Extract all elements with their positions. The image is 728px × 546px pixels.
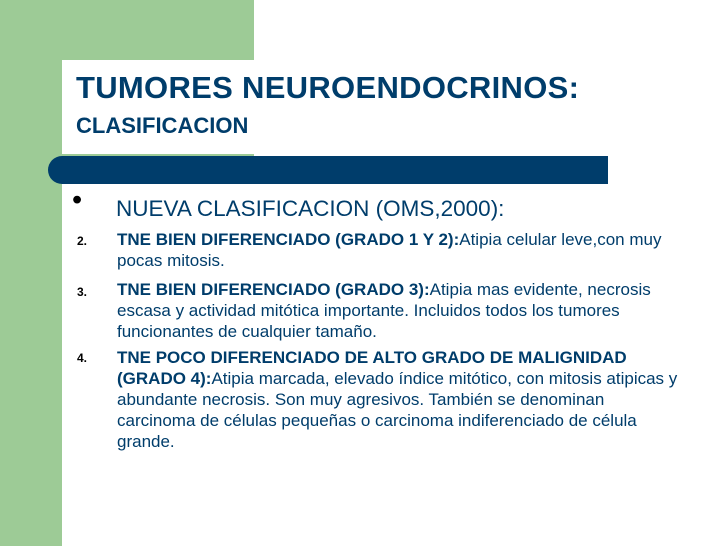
- main-point: NUEVA CLASIFICACION (OMS,2000):: [116, 196, 505, 221]
- list-item-text: Atipia celular leve,con muy pocas mitosis.: [117, 230, 662, 270]
- list-item: [117, 279, 685, 342]
- list-item: [117, 347, 685, 452]
- list-item: [117, 229, 685, 271]
- title-divider-bar: [48, 156, 608, 184]
- list-item-heading: TNE POCO DIFERENCIADO DE ALTO GRADO DE MALIGNIDAD (GRADO 4):: [117, 348, 627, 388]
- list-number: 2.: [77, 234, 88, 248]
- decorative-green-strip: [0, 0, 62, 546]
- bullet-icon: •: [72, 184, 83, 216]
- list-item-heading: TNE BIEN DIFERENCIADO (GRADO 1 Y 2):: [117, 230, 460, 249]
- slide-title: TUMORES NEUROENDOCRINOS:: [76, 70, 580, 105]
- list-item-text: Atipia marcada, elevado índice mitótico, con mitosis atipicas y abundante necrosis. Son muy agresivos. También se denominan carcinoma de células pequeñas o carcinoma indiferenciado de célula grande.: [117, 369, 678, 451]
- list-item-text: Atipia mas evidente, necrosis escasa y actividad mitótica importante. Incluidos todos los tumores funcionantes de cualquier tamaño.: [117, 280, 651, 341]
- list-number: 4.: [77, 351, 88, 365]
- slide-subtitle: CLASIFICACION: [76, 113, 249, 138]
- list-number: 3.: [77, 285, 88, 299]
- list-item-heading: TNE BIEN DIFERENCIADO (GRADO 3):: [117, 280, 430, 299]
